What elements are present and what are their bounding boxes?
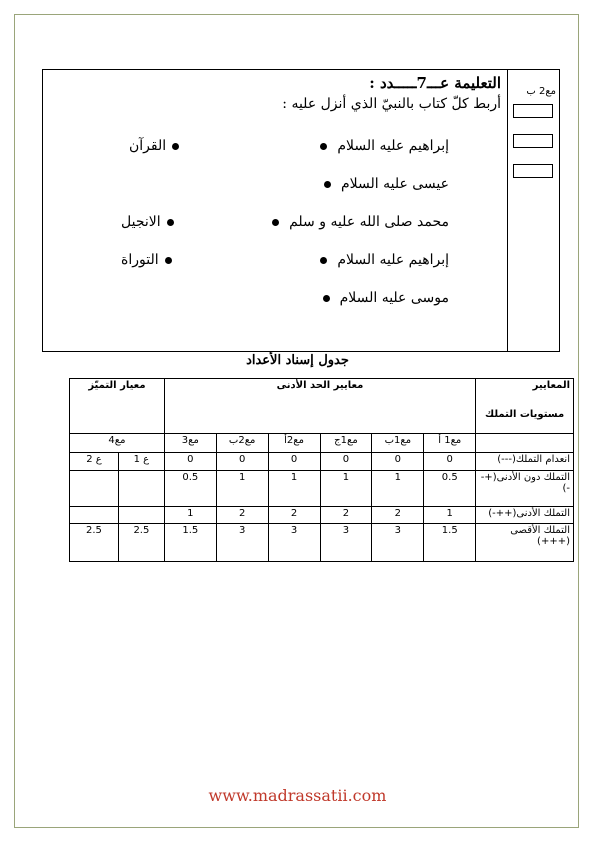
score-box-3 [513,164,553,178]
levels-label: مستويات التملك [485,409,565,420]
exercise-side-panel [507,70,559,351]
prophet-label: محمد صلى الله عليه و سلم [289,214,449,230]
table-cell: 2 [216,507,268,524]
exercise-instruction: أربط كلّ كتاب بالنبيّ الذي أنزل عليه : [282,96,501,112]
prophet-label: إبراهيم عليه السلام [337,138,449,154]
book-label: الانجيل [121,214,161,230]
table-cell: 0 [372,453,424,471]
subheader-cell: مع4 [70,434,165,453]
table-cell: 0 [424,453,476,471]
criteria-header [476,379,574,434]
prophet-item[interactable] [320,252,449,268]
subheader-cell: مع1 أ [424,434,476,453]
row-label: التملك الأقصى (+++) [476,524,574,562]
table-cell: 1 [320,471,372,507]
subheader-cell: مع2ب [216,434,268,453]
subheader-cell: مع1ب [372,434,424,453]
table-cell: 3 [268,524,320,562]
bullet-icon [324,181,331,188]
score-box-1 [513,104,553,118]
criteria-label: المعايير [532,380,570,391]
bullet-icon [320,257,327,264]
prophet-item[interactable] [272,214,449,230]
min-criteria-header: معايير الحد الأدنى [164,379,475,434]
book-item[interactable] [121,252,172,268]
table-title: جدول إسناد الأعداد [246,353,349,368]
excellence-header: معيار التميّز [70,379,165,434]
bullet-icon [165,257,172,264]
table-cell: 1.5 [424,524,476,562]
table-cell: 1 [424,507,476,524]
table-cell: 1.5 [164,524,216,562]
book-label: القرآن [129,138,167,154]
prophet-item[interactable] [323,290,449,306]
table-cell: 2.5 [118,524,164,562]
book-label: التوراة [121,252,159,268]
table-cell [70,507,119,524]
grading-table [69,378,574,562]
prophet-label: إبراهيم عليه السلام [337,252,449,268]
table-cell: 3 [372,524,424,562]
row-label: انعدام التملك(---) [476,453,574,471]
row-label: التملك دون الأدنى(+--) [476,471,574,507]
table-cell: 1 [216,471,268,507]
table-cell [118,471,164,507]
table-cell: 2 [320,507,372,524]
excellence-sub-cell: ع 1 [118,453,164,471]
prophet-item[interactable] [324,176,449,192]
row-label: التملك الأدنى(++-) [476,507,574,524]
table-cell: 3 [320,524,372,562]
table-cell: 2 [372,507,424,524]
bullet-icon [320,143,327,150]
table-cell: 1 [268,471,320,507]
book-item[interactable] [129,138,179,154]
table-cell: 3 [216,524,268,562]
table-cell: 0 [268,453,320,471]
table-cell [70,471,119,507]
table-cell: 0.5 [164,471,216,507]
subheader-empty [476,434,574,453]
subheader-cell: مع3 [164,434,216,453]
table-cell: 2.5 [70,524,119,562]
table-cell: 1 [164,507,216,524]
side-label: مع2 ب [526,86,556,97]
exercise-title: التعليمة عـــ7ـــــدد : [369,74,501,92]
table-cell: 2 [268,507,320,524]
table-cell: 0 [320,453,372,471]
book-item[interactable] [121,214,174,230]
bullet-icon [272,219,279,226]
subheader-cell: مع2أ [268,434,320,453]
table-cell: 1 [372,471,424,507]
table-cell: 0 [216,453,268,471]
bullet-icon [323,295,330,302]
footer-url[interactable]: www.madrassatii.com [208,786,387,805]
bullet-icon [167,219,174,226]
table-cell: 0 [164,453,216,471]
excellence-sub-cell: ع 2 [70,453,119,471]
bullet-icon [172,143,179,150]
prophet-item[interactable] [320,138,449,154]
subheader-cell: مع1ج [320,434,372,453]
exercise-box [42,69,560,352]
prophet-label: موسى عليه السلام [339,290,449,306]
prophet-label: عيسى عليه السلام [340,176,449,192]
score-box-2 [513,134,553,148]
table-cell: 0.5 [424,471,476,507]
table-cell [118,507,164,524]
